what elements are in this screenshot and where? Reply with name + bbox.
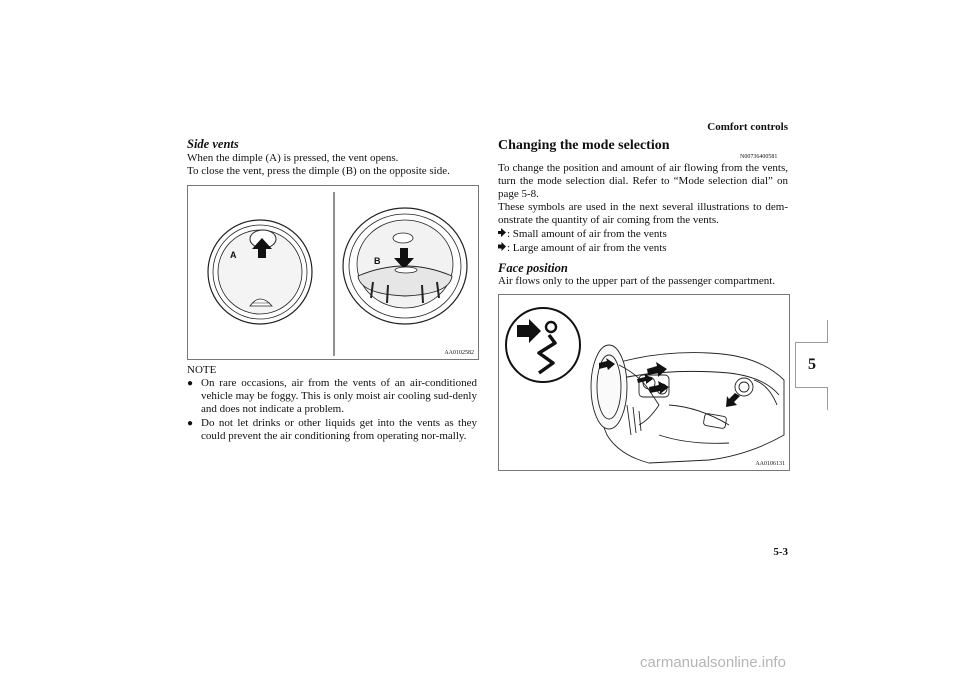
note-item (187, 377, 477, 416)
face-position-figure (498, 294, 790, 471)
watermark: carmanualsonline.info (640, 654, 786, 671)
symbol-row (498, 228, 667, 241)
heading-code: N00736400581 (740, 154, 778, 160)
figure-code-left: AA0102582 (444, 350, 474, 356)
side-vents-line-2: To close the vent, press the dimple (B) on the opposite side. (187, 165, 450, 177)
symbol-text: : Large amount of air from the vents (507, 242, 667, 254)
mode-selection-paragraph-2: These symbols are used in the next several illustrations to dem-onstrate the quantity of air coming from the vents. (498, 201, 788, 226)
face-position-text: Air flows only to the upper part of the passenger compartment. (498, 275, 776, 287)
label-b: B (374, 256, 381, 266)
side-vents-title: Side vents (187, 137, 239, 151)
face-position-title: Face position (498, 261, 568, 275)
note-list (187, 377, 477, 443)
figure-code-right: AA0106131 (755, 461, 785, 467)
small-arrow-icon (498, 228, 507, 241)
bullet-icon: ● (187, 418, 194, 429)
dashboard-drawing (591, 345, 784, 463)
chapter-tab (795, 342, 828, 388)
dashboard-illustration (499, 295, 789, 470)
note-item-text: Do not let drinks or other liquids get into the vents as they could prevent the air conditioning from operating nor-mally. (201, 417, 477, 442)
vent-a-drawing (208, 220, 312, 324)
side-vents-figure (187, 185, 479, 360)
large-arrow-icon (498, 242, 507, 255)
note-item (187, 417, 477, 443)
mode-selection-heading: Changing the mode selection (498, 138, 670, 153)
label-a: A (230, 250, 237, 260)
note-title: NOTE (187, 364, 217, 376)
mode-selection-paragraph: To change the position and amount of air flowing from the vents, turn the mode selection dial. Refer to “Mode selection dial” on page 5-8. (498, 162, 788, 200)
chapter-number: 5 (808, 356, 816, 373)
bullet-icon: ● (187, 378, 194, 389)
side-vents-illustration (188, 186, 478, 359)
face-mode-icon (506, 308, 580, 382)
side-vents-text (187, 152, 477, 178)
symbol-row (498, 242, 667, 255)
page-number: 5-3 (773, 546, 788, 558)
symbol-text: : Small amount of air from the vents (507, 228, 667, 240)
vent-b-drawing (343, 208, 467, 324)
note-item-text: On rare occasions, air from the vents of an air-conditioned vehicle may be foggy. This is only moist air cooling sud-denly and does not indicate a problem. (201, 377, 477, 415)
side-vents-line-1: When the dimple (A) is pressed, the vent opens. (187, 152, 399, 164)
page-header-title: Comfort controls (707, 121, 788, 133)
